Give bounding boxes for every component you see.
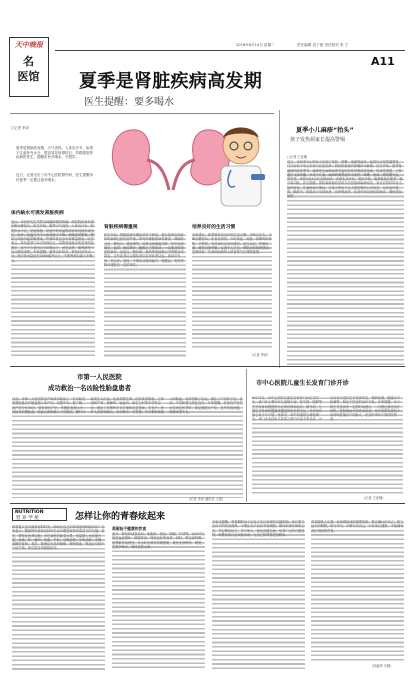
page-number: A11 (371, 55, 395, 68)
article2-byline: （记者 李泽 通讯员 王霞） (187, 497, 226, 501)
nutrition-badge (12, 508, 67, 521)
nutrition-title: 怎样让你的青春炫起来 (75, 512, 166, 522)
lead-intro: 夏季是肾病高发期，天气炎热，人体出汗多，如果不注意补充水分，很容易导致肾结石、尿路感染等疾病的发生，提醒市民多喝水，少憋尿。 (16, 146, 93, 159)
lead-column-3: 专家建议，夏季要养成良好的生活习惯：多喝白开水，少喝含糖饮料；饮食宜清淡，少吃高盐、高脂、高嘌呤的食物；不憋尿，有尿意时应及时排尿；适当运动，控制体重，避免过度劳累；注意个人卫生，预防泌尿系统感染；定期体检，有基础疾病的人群更要关注肾脏健康。 (192, 233, 272, 349)
article3-byline: （记者 王亚楠） (362, 496, 386, 500)
section-name-line1: 名 (23, 55, 34, 68)
middle-divider (246, 369, 247, 502)
sidebar-reporter: □记者 王亚楠 (287, 155, 307, 159)
lead-byline: （记者 李泽） (250, 353, 271, 357)
doctor-cartoon-icon (221, 128, 265, 207)
lead-subhead-3: 培养良好的生活习惯 (192, 225, 236, 230)
lead-column-1: 近日，市民张先生突然出现腰部剧烈疼痛，到医院检查后被诊断为肾结石。医生介绍，夏季天气炎热，人体出汗多，如果饮水不足，尿液浓缩，尿液中的结晶物质容易沉积形成结石。此外，高温天气下人体免疫力下降，细菌容易繁殖，憋尿还可能引起尿路感染，严重时甚至会引发肾盂肾炎。医生表示，每年夏季门诊中因肾结石、尿路感染就诊的患者明显增多，其中不少是因为平时喝水少、爱吃烧烤、喝啤酒等不良习惯造成的。专家提醒，夏季出汗较多，要及时补充水分，每天饮水量应在2000毫升以上，不要等到口渴了才喝水。 (11, 220, 95, 358)
nutrition-top-rule (10, 503, 405, 504)
nutrition-byline: （综编李 专稿） (370, 664, 394, 668)
lead-column-2: 医生介绍，肾脏疾病早期症状并不明显，很多患者出现症状时病情已经比较严重。常见的肾脏疾病有肾炎、肾病综合征、肾结石、肾衰竭等。如果出现眼睑浮肿、尿中泡沫增多、血尿、夜尿增多、腰酸乏力等症状，一定要及时到医院就诊。高血压、糖尿病、痛风等疾病都会对肾脏造成损害，这些患者应定期检查尿常规和肾功能，做到早发现、早治疗。同时，不要盲目服用偏方、保健品，有些药物对肾脏有一定的毒性。 (104, 233, 186, 358)
dateline: 2016年6月14日 星期二 (236, 43, 275, 47)
left-kidney-icon (112, 130, 169, 190)
lead-rule (10, 113, 274, 114)
nutrition-column-2: 此外，要坚持适量运动，如跑步、游泳、瑜伽、打球等，运动可以促进血液循环，增强体质，保持良好的身材。同时，要注意防晒，夏季紫外线强烈，外出时应做好防晒措施，避免皮肤晒伤、晒黑。还要多喝水，保持皮肤水润。 (112, 532, 205, 670)
brand-name: 天中晚报 (15, 40, 43, 49)
section-badge (9, 37, 49, 97)
lead-reporter: □记者 李泽 (11, 126, 29, 130)
nutrition-column-4: 青春期是人生观、价值观形成的重要阶段，要正确认识自己，树立远大的理想，努力学习，不断充实自己。只有身心健康，才能拥有真正绚丽的青春。 (311, 520, 404, 662)
editors-line: 责任编辑 袁子豪 责任校对 张 宁 (297, 43, 349, 47)
section-name-line2: 医馆 (17, 70, 40, 83)
nutrition-column-1: 青春是人生中最美好的时光，如何让自己的青春更加绚丽多彩？专家表示，健康的饮食和良好的生活习惯是保持青春活力的关键。首先，要保证营养均衡，多吃新鲜的蔬菜水果，适量摄入优质蛋白质，如鱼、虾、瘦肉、鸡蛋、牛奶、豆制品等，少吃油炸、辛辣、高糖的食物。其次，要保证充足的睡眠，避免熬夜，熬夜会导致内分泌失调，使皮肤变得粗糙暗淡。 (12, 525, 105, 670)
article2-subtitle: 成功救治一名凶险性胎盘患者 (48, 384, 132, 392)
sidebar-body: 近日，市民李女士的孩子出现了发热、咳嗽、流涕等症状，起初以为是普通感冒，几天后孩子身上出现了红色皮疹，到医院检查后被确诊为麻疹。医生介绍，夏季是麻疹的高发季节，麻疹是由麻疹病毒引起的急性呼吸道传染病，传染性很强，主要通过飞沫传播，多见于儿童。麻疹的典型症状为发热、咳嗽、流涕、眼结膜充血、畏光等，发热3至4天后出现皮疹，皮疹先从耳后、发际开始，逐渐蔓延至面部、躯干和四肢。医生提醒，预防麻疹最有效的方法是接种麻疹疫苗，家长应按时带孩子接种疫苗。在麻疹流行期间，尽量少带孩子去人群密集的公共场所，注意室内通风，勤洗手。如果孩子出现发热、皮疹等症状，应及时到正规医院就诊，避免延误病情。 (287, 160, 404, 365)
article2-title: 市第一人民医院 (77, 373, 122, 381)
lead-subhead-2: 肾脏疾病需重视 (104, 225, 138, 230)
lead-intro-2: 近日，记者走访了市中心医院肾内科，医生提醒市民夏季一定要注意多喝水。 (16, 173, 93, 182)
sidebar-divider (279, 110, 280, 368)
article3-title: 市中心医院儿童生长发育门诊开诊 (256, 380, 349, 387)
article3-body: 6月12日，市中心医院儿童生长发育门诊正式开诊，该门诊主要针对儿童矮小症、性早熟、肥胖等生长发育问题提供专业的诊断和治疗。据介绍，儿童生长发育问题越来越受到家长的关注，许多家长担心孩子个子矮、发育早，却不知道该去哪里就诊。该门诊由经验丰富的儿科内分泌专家坐诊，可以为孩子进行生长发育评估、骨龄检测、激素水平检测等，制定个性化的治疗方案。专家提醒，孩子的生长发育有一定的时间窗口，一旦错过最佳治疗时机，将影响孩子的终身身高，家长如果发现孩子身高明显落后于同龄人，应及时带孩子到医院检查。 (252, 396, 403, 495)
lead-subtitle: 医生提醒：要多喝水 (84, 97, 174, 108)
sidebar-subtitle: 孩子发热须家长提高警惕 (290, 137, 346, 143)
kidney-doctor-illustration (103, 120, 273, 208)
sidebar-title: 夏季小儿麻疹“抬头” (296, 127, 354, 134)
nutrition-badge-cn: 营 养 学 苑 (16, 516, 39, 521)
nutrition-column-3: 专家还提醒，青春期的孩子正处于生长发育的关键时期，家长要关注孩子的饮食营养，不要让孩子盲目节食减肥。保持乐观开朗的心态，学会释放压力，多与家人、朋友沟通交流，培养广泛的兴趣爱好，积极参加社会实践活动，让自己的青春更加精彩。 (212, 520, 305, 670)
middle-top-rule (10, 366, 405, 367)
nutrition-badge-en: NUTRITION (15, 509, 44, 515)
article2-body: 日前，市第一人民医院妇产科成功救治了一名凶险性前置胎盘合并胎盘植入的产妇，母婴平安。据了解，该产妇今年35岁，曾有剖宫产史，孕期检查提示为凶险性前置胎盘，胎盘大面积植入子宫肌层，随时可能发生大出血，危及母婴生命。医院高度重视，立即组织产科、麻醉科、输血科、新生儿科等多学科会诊，制定了详细的手术方案和应急预案。手术中，医护人员密切配合，成功娩出一名男婴，并完整剥离植入的胎盘，有效控制了出血，保住了产妇的子宫。目前，产妇和婴儿恢复良好。专家提醒，有剖宫产史的女性再次怀孕时，要定期进行产检，及早发现问题，确保母婴安全。 (12, 397, 243, 498)
nutrition-subhead-1: 美丽始于健康的饮食 (112, 526, 147, 531)
lead-subhead-1: 体内缺水可诱发肾脏疾病 (11, 211, 64, 216)
masthead-rule (55, 50, 405, 51)
lead-title: 夏季是肾脏疾病高发期 (79, 71, 262, 92)
